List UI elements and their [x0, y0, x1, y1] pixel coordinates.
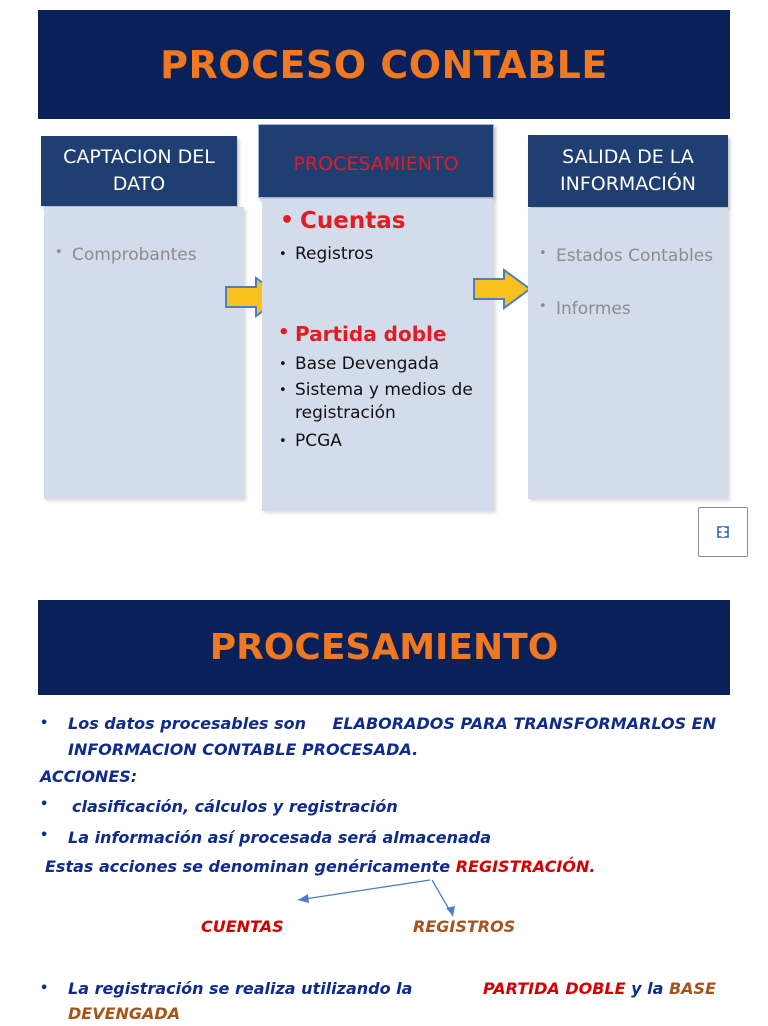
header-captacion-line2: DATO [112, 173, 166, 195]
connector-arrows [270, 876, 570, 922]
base-keyword: BASE [668, 979, 716, 998]
partida-doble-keyword: PARTIDA DOBLE [483, 979, 626, 998]
bullet-icon: • [40, 981, 49, 996]
paragraph-last [40, 976, 716, 1026]
header-salida-line2: INFORMACIÓN [560, 173, 696, 195]
page-title: PROCESO CONTABLE [160, 42, 608, 87]
bullet-icon: • [278, 322, 290, 343]
header-captacion-line1: CAPTACION DEL [63, 146, 215, 168]
item-sistema-line2: registración [295, 403, 396, 423]
last-text-c: y la [625, 979, 669, 998]
list-item [278, 322, 447, 346]
header-procesamiento [258, 124, 494, 198]
bullet-icon: • [539, 299, 547, 314]
paragraph-1 [40, 711, 716, 763]
last-text-a: La registración se realiza utilizando la [68, 979, 413, 998]
header-procesamiento-label: PROCESAMIENTO [293, 153, 459, 175]
panel-salida [528, 208, 728, 499]
bullet-almacenada: La información así procesada será almacenada [68, 828, 492, 847]
registros-label: REGISTROS [413, 917, 516, 936]
bullet-icon: • [539, 246, 547, 261]
item-sistema-line1: Sistema y medios de [295, 380, 473, 400]
acciones-label: ACCIONES: [40, 767, 138, 786]
arrow-right-icon [472, 268, 534, 310]
panel-procesamiento [262, 199, 494, 511]
list-item [40, 797, 398, 816]
bullet-icon: • [279, 383, 287, 398]
bullet-icon: • [40, 828, 49, 843]
registracion-text: Estas acciones se denominan genéricamente [45, 857, 456, 876]
list-item [279, 379, 485, 425]
bullet-icon: • [40, 797, 49, 812]
bullet-icon: • [279, 357, 287, 372]
expand-button[interactable] [698, 507, 748, 557]
p1-text-line2: INFORMACION CONTABLE PROCESADA. [68, 740, 419, 759]
p1-text-a: Los datos procesables son [68, 714, 307, 733]
bullet-icon: • [279, 247, 287, 262]
list-item [279, 430, 342, 453]
panel-captacion [44, 207, 244, 499]
title-banner [38, 10, 730, 119]
devengada-keyword: DEVENGADA [68, 1004, 181, 1023]
list-item [279, 353, 440, 376]
header-captacion [41, 136, 237, 206]
item-informes: Informes [556, 299, 631, 319]
section-banner [38, 600, 730, 695]
bullet-icon: • [280, 208, 295, 233]
section-title: PROCESAMIENTO [209, 627, 559, 668]
arrowhead-icon [298, 894, 309, 903]
cuentas-label: CUENTAS [201, 917, 284, 936]
list-item [539, 299, 631, 319]
expand-icon [716, 525, 730, 539]
bullet-icon: • [40, 716, 49, 731]
list-item [279, 243, 374, 266]
header-salida [528, 135, 728, 207]
item-estados-contables: Estados Contables [556, 246, 714, 266]
registracion-keyword: REGISTRACIÓN. [455, 857, 596, 876]
list-item [280, 208, 406, 234]
bullet-clasificacion: clasificación, cálculos y registración [72, 797, 398, 816]
item-partida-doble: Partida doble [295, 322, 447, 346]
item-cuentas: Cuentas [300, 208, 406, 234]
list-item [40, 828, 492, 847]
bullet-icon: • [55, 245, 63, 260]
registracion-line [45, 857, 595, 876]
bullet-icon: • [279, 434, 287, 449]
p1-text-b: ELABORADOS PARA TRANSFORMARLOS EN [332, 714, 716, 733]
item-registros: Registros [295, 244, 374, 264]
header-salida-line1: SALIDA DE LA [562, 146, 694, 168]
list-item [539, 246, 714, 266]
item-comprobantes: Comprobantes [72, 245, 197, 265]
list-item [55, 245, 197, 265]
item-pcga: PCGA [295, 431, 342, 451]
item-base-devengada: Base Devengada [295, 354, 440, 374]
